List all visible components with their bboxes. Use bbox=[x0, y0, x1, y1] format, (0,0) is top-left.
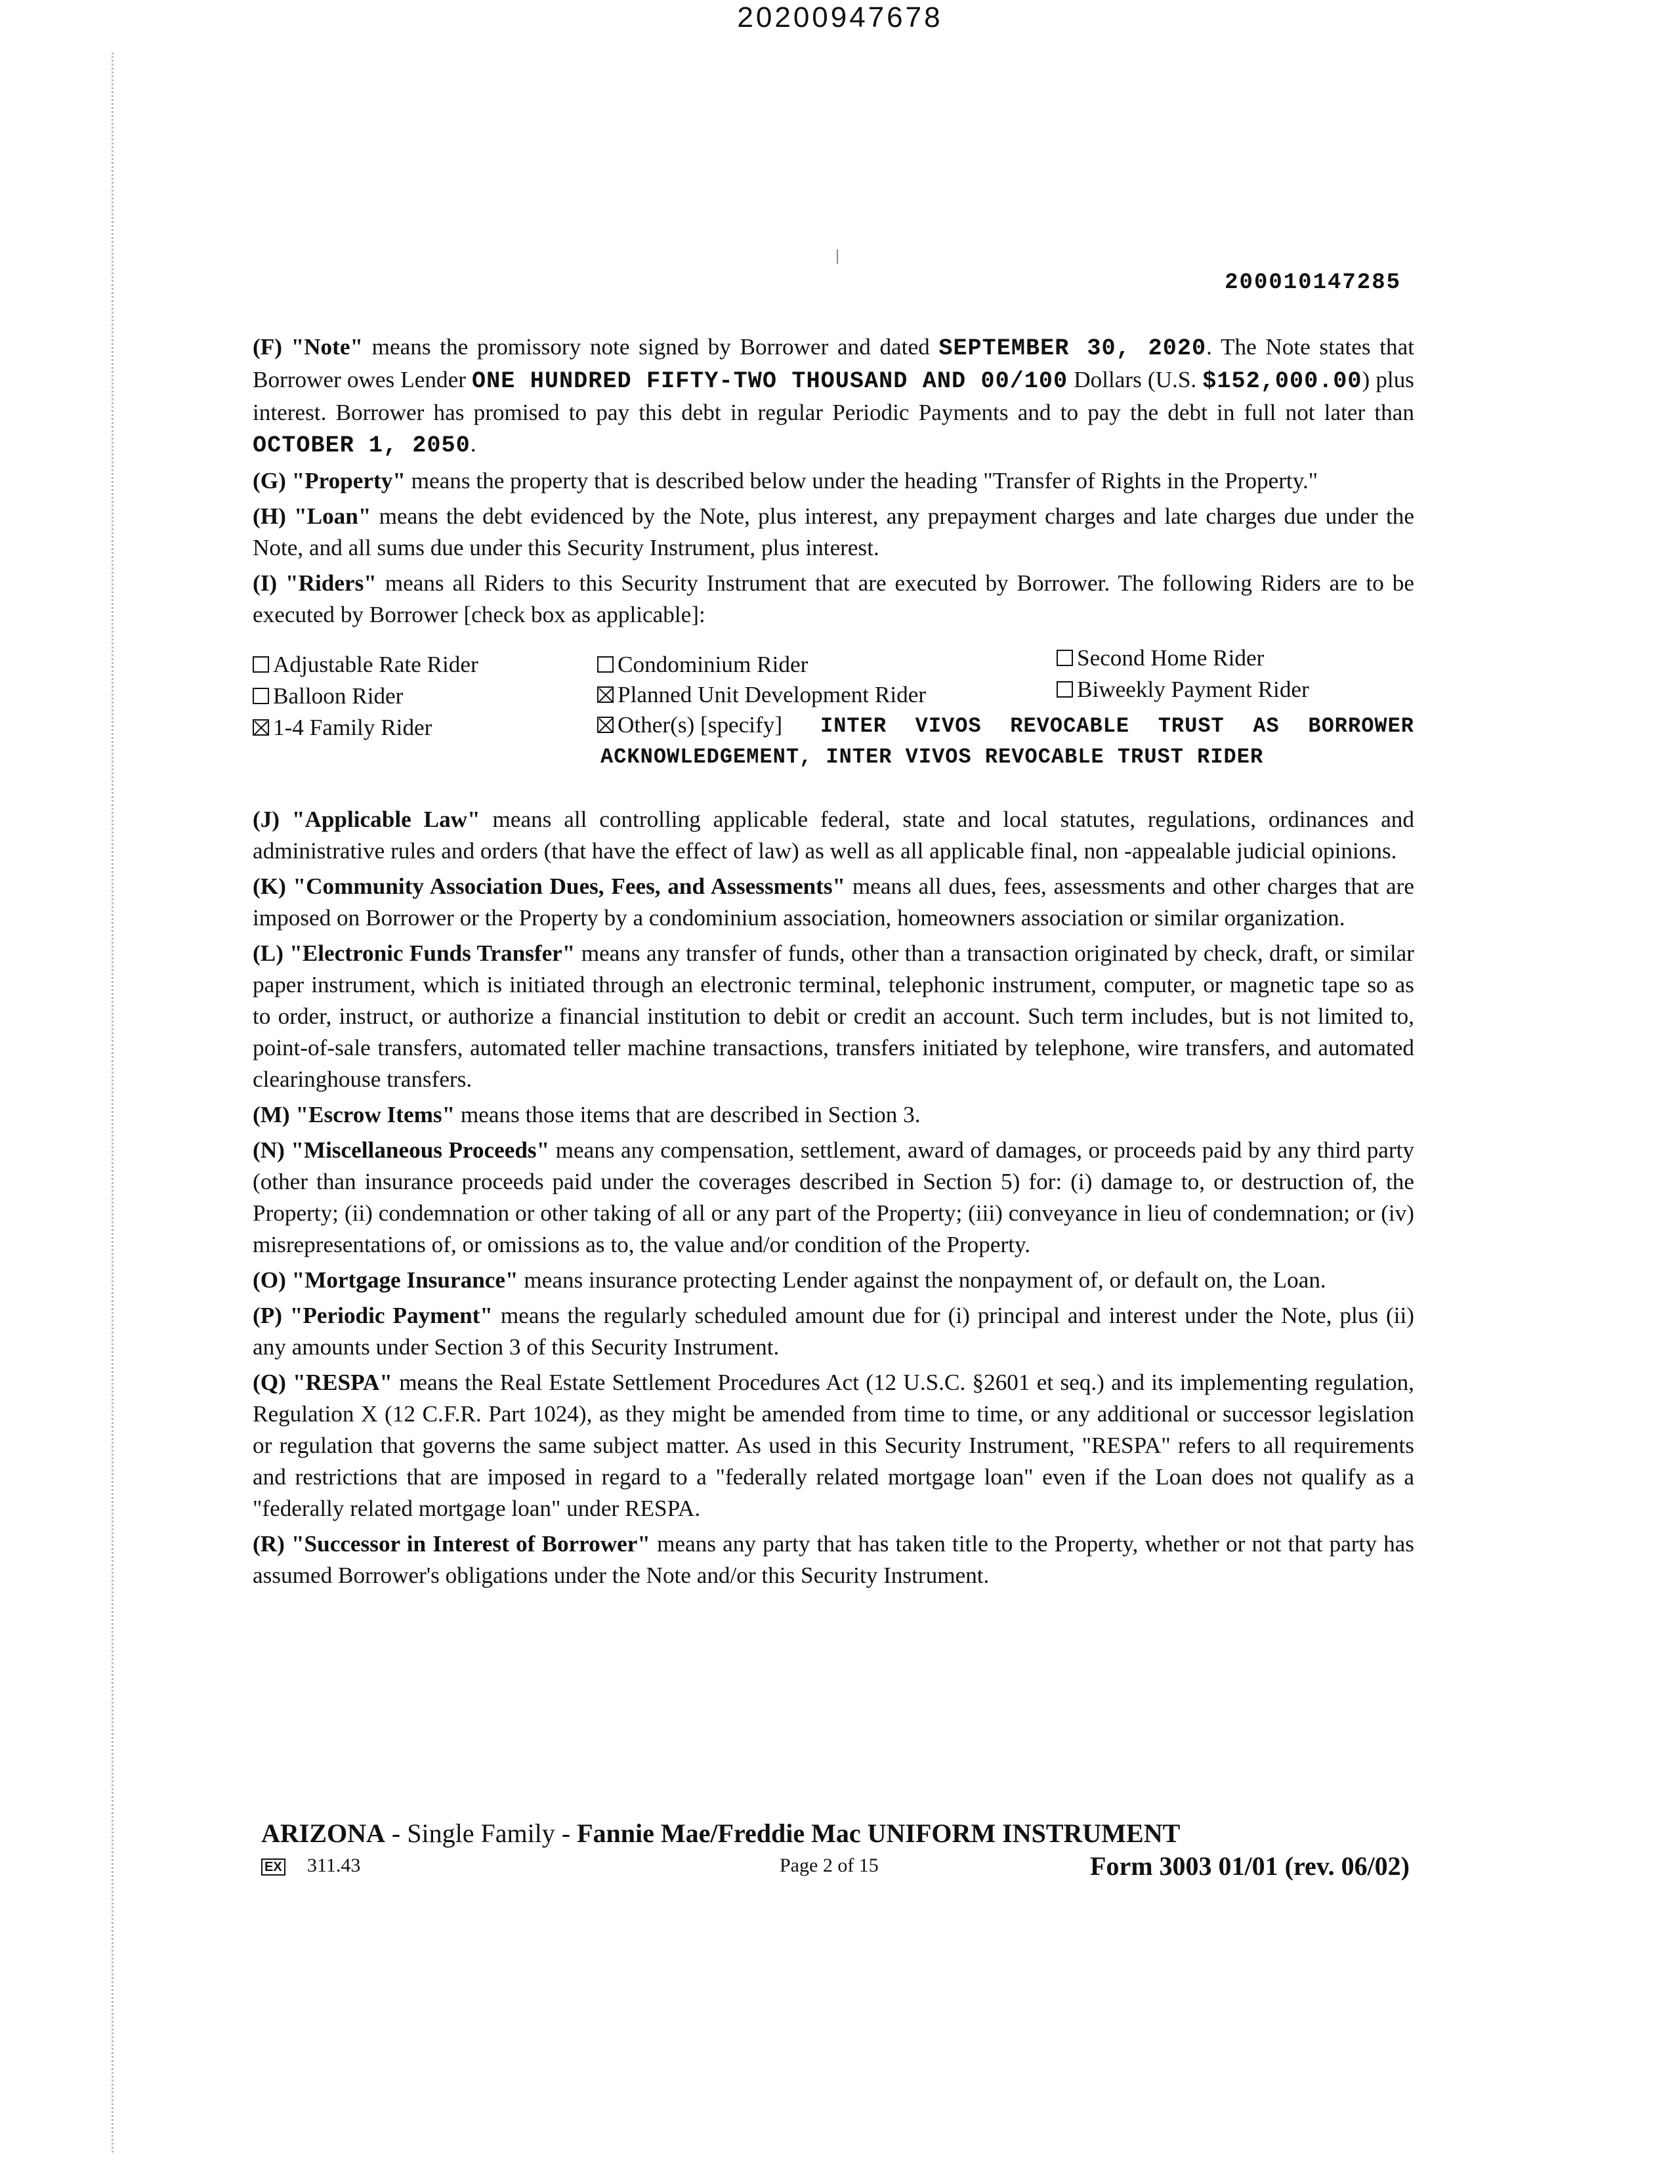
loan-amount: $152,000.00 bbox=[1202, 368, 1362, 394]
definition-n-text: means any compensation, settlement, award of damages, or proceeds paid by any third party (other than insurance proceeds paid under the coverages described in Section 5) for: (i) damage to, or destruction of, the Property; (ii) condemnation or other taking of all or any part of the Property; (iii) conveyance in lieu of condemnation; or (iv) misrepresentations of, or omissions as to, the value and/or condition of the Property. bbox=[253, 1137, 1414, 1257]
checkbox-icon bbox=[253, 656, 269, 673]
definition-k-text: means all dues, fees, assessments and other charges that are imposed on Borrower or the Property by a condominium association, homeowners association or similar organization. bbox=[253, 873, 1414, 931]
definition-p bbox=[253, 1300, 1414, 1363]
definition-m-text: means those items that are described in Section 3. bbox=[455, 1102, 921, 1127]
definition-m bbox=[253, 1099, 1414, 1131]
definition-h bbox=[253, 501, 1414, 564]
ex-logo-icon: EX bbox=[261, 1858, 285, 1876]
rider-label: 1-4 Family Rider bbox=[273, 715, 432, 740]
definition-f-label: (F) "Note" bbox=[253, 334, 364, 360]
definition-p-text: means the regularly scheduled amount due for (i) principal and interest under the Note, plus (ii) any amounts under Section 3 of this Security Instrument. bbox=[253, 1303, 1414, 1360]
document-number: 200010147285 bbox=[1225, 270, 1401, 295]
definition-j bbox=[253, 804, 1414, 867]
definition-i-text: means all Riders to this Security Instrument that are executed by Borrower. The following Riders are to be executed by Borrower [check box as applicable]: bbox=[253, 570, 1415, 627]
rider-label: Other(s) [specify] bbox=[618, 712, 783, 738]
rider-planned-unit-development bbox=[597, 679, 926, 711]
definition-g-text: means the property that is described below under the heading "Transfer of Rights in the Property." bbox=[405, 468, 1318, 494]
checkbox-icon bbox=[1057, 650, 1073, 666]
definition-h-label: (H) "Loan" bbox=[253, 503, 371, 529]
definition-f-text-5: . bbox=[470, 431, 476, 457]
footer-state: ARIZONA bbox=[261, 1818, 385, 1848]
definition-g-label: (G) "Property" bbox=[253, 468, 406, 494]
footer-instrument-title bbox=[261, 1816, 1423, 1851]
rider-balloon bbox=[253, 681, 403, 712]
recording-number: 20200947678 bbox=[737, 1, 943, 33]
definition-o bbox=[253, 1265, 1414, 1296]
rider-1-4-family bbox=[253, 712, 432, 744]
rider-second-home bbox=[1057, 642, 1264, 674]
rider-condominium bbox=[597, 649, 808, 681]
definition-r-label: (R) "Successor in Interest of Borrower" bbox=[253, 1531, 650, 1557]
maturity-date: OCTOBER 1, 2050 bbox=[253, 432, 471, 459]
definition-n bbox=[253, 1135, 1414, 1261]
definition-f-text-4: ) plus interest. Borrower has promised to pay this debt in regular Periodic Payments and to pay the debt in full not later than bbox=[253, 367, 1414, 425]
definition-f bbox=[253, 331, 1414, 461]
definition-o-text: means insurance protecting Lender against the nonpayment of, or default on, the Loan. bbox=[518, 1267, 1326, 1293]
checked-checkbox-icon bbox=[597, 686, 614, 703]
rider-label: Second Home Rider bbox=[1077, 645, 1265, 671]
rider-label: Adjustable Rate Rider bbox=[273, 652, 478, 677]
page-number: Page 2 of 15 bbox=[780, 1855, 879, 1876]
footer-issuer: Fannie Mae/Freddie Mac UNIFORM INSTRUMENT bbox=[577, 1818, 1181, 1848]
definition-l-text: means any transfer of funds, other than a transaction originated by check, draft, or similar paper instrument, which is initiated through an electronic terminal, telephonic instrument, computer, or magnetic tape so as to order, instruct, or authorize a financial institution to debit or credit an account. Such term includes, but is not limited to, point-of-sale transfers, automated teller machine transactions, transfers initiated by telephone, wire transfers, and automated clearinghouse transfers. bbox=[253, 940, 1414, 1092]
definition-f-text-1: means the promissory note signed by Borrower and dated bbox=[363, 334, 939, 360]
definition-j-text: means all controlling applicable federal, state and local statutes, regulations, ordinances and administrative rules and orders (that have the effect of law) as well as all applicable final, non -appealable judicial opinions. bbox=[253, 807, 1414, 864]
rider-label: Planned Unit Development Rider bbox=[618, 682, 927, 707]
definition-g bbox=[253, 465, 1414, 497]
note-date: SEPTEMBER 30, 2020 bbox=[938, 335, 1207, 362]
definition-n-label: (N) "Miscellaneous Proceeds" bbox=[253, 1137, 550, 1163]
rider-biweekly-payment bbox=[1057, 674, 1309, 705]
definition-i-label: (I) "Riders" bbox=[253, 570, 377, 596]
loan-amount-words: ONE HUNDRED FIFTY-TWO THOUSAND AND 00/100 bbox=[472, 368, 1068, 394]
scan-edge-artifact bbox=[112, 52, 116, 2152]
rider-adjustable-rate bbox=[253, 649, 478, 681]
form-number: Form 3003 01/01 (rev. 06/02) bbox=[1090, 1851, 1410, 1881]
definition-p-label: (P) "Periodic Payment" bbox=[253, 1303, 493, 1328]
footer-separator: - Single Family - bbox=[385, 1818, 578, 1848]
definition-k-label: (K) "Community Association Dues, Fees, and Assessments" bbox=[253, 873, 846, 899]
definition-r-text: means any party that has taken title to the Property, whether or not that party has assumed Borrower's obligations under the Note and/or this Security Instrument. bbox=[253, 1531, 1414, 1588]
definition-k bbox=[253, 871, 1414, 934]
checkbox-icon bbox=[253, 688, 269, 704]
definition-q-label: (Q) "RESPA" bbox=[253, 1370, 392, 1395]
rider-label: Balloon Rider bbox=[273, 683, 404, 709]
definition-f-text-2: . The Note states that Borrower owes Lender bbox=[253, 334, 1415, 392]
checkbox-icon bbox=[1057, 681, 1073, 698]
scan-mark bbox=[837, 249, 838, 264]
definition-m-label: (M) "Escrow Items" bbox=[253, 1102, 455, 1127]
definition-h-text: means the debt evidenced by the Note, plus interest, any prepayment charges and late charges due under the Note, and all sums due under this Security Instrument, plus interest. bbox=[253, 503, 1414, 560]
definition-f-text-3: Dollars (U.S. bbox=[1068, 367, 1203, 392]
definition-q bbox=[253, 1367, 1414, 1524]
page-footer bbox=[261, 1816, 1423, 1883]
checked-checkbox-icon bbox=[253, 719, 269, 736]
definition-i bbox=[253, 568, 1414, 631]
rider-label: Condominium Rider bbox=[618, 652, 808, 677]
definition-o-label: (O) "Mortgage Insurance" bbox=[253, 1267, 518, 1293]
definition-l-label: (L) "Electronic Funds Transfer" bbox=[253, 940, 576, 966]
definition-j-label: (J) "Applicable Law" bbox=[253, 807, 480, 832]
rider-checklist bbox=[253, 642, 1414, 800]
footer-meta bbox=[261, 1851, 1423, 1883]
checkbox-icon bbox=[597, 656, 614, 673]
rider-label: Biweekly Payment Rider bbox=[1077, 677, 1309, 702]
definitions-body bbox=[253, 331, 1414, 1595]
footer-form-code: 311.43 bbox=[307, 1855, 361, 1876]
definition-r bbox=[253, 1528, 1414, 1591]
other-rider-specification: INTER VIVOS REVOCABLE TRUST AS BORROWER ACKNOWLEDGEMENT, INTER VIVOS REVOCABLE TRUST RIDER bbox=[600, 714, 1414, 769]
definition-l bbox=[253, 938, 1414, 1095]
definition-q-text: means the Real Estate Settlement Procedures Act (12 U.S.C. §2601 et seq.) and its implementing regulation, Regulation X (12 C.F.R. Part 1024), as they might be amended from time to time, or any additional or successor legislation or regulation that governs the same subject matter. As used in this Security Instrument, "RESPA" refers to all requirements and restrictions that are imposed in regard to a "federally related mortgage loan" even if the Loan does not qualify as a "federally related mortgage loan" under RESPA. bbox=[253, 1370, 1414, 1521]
